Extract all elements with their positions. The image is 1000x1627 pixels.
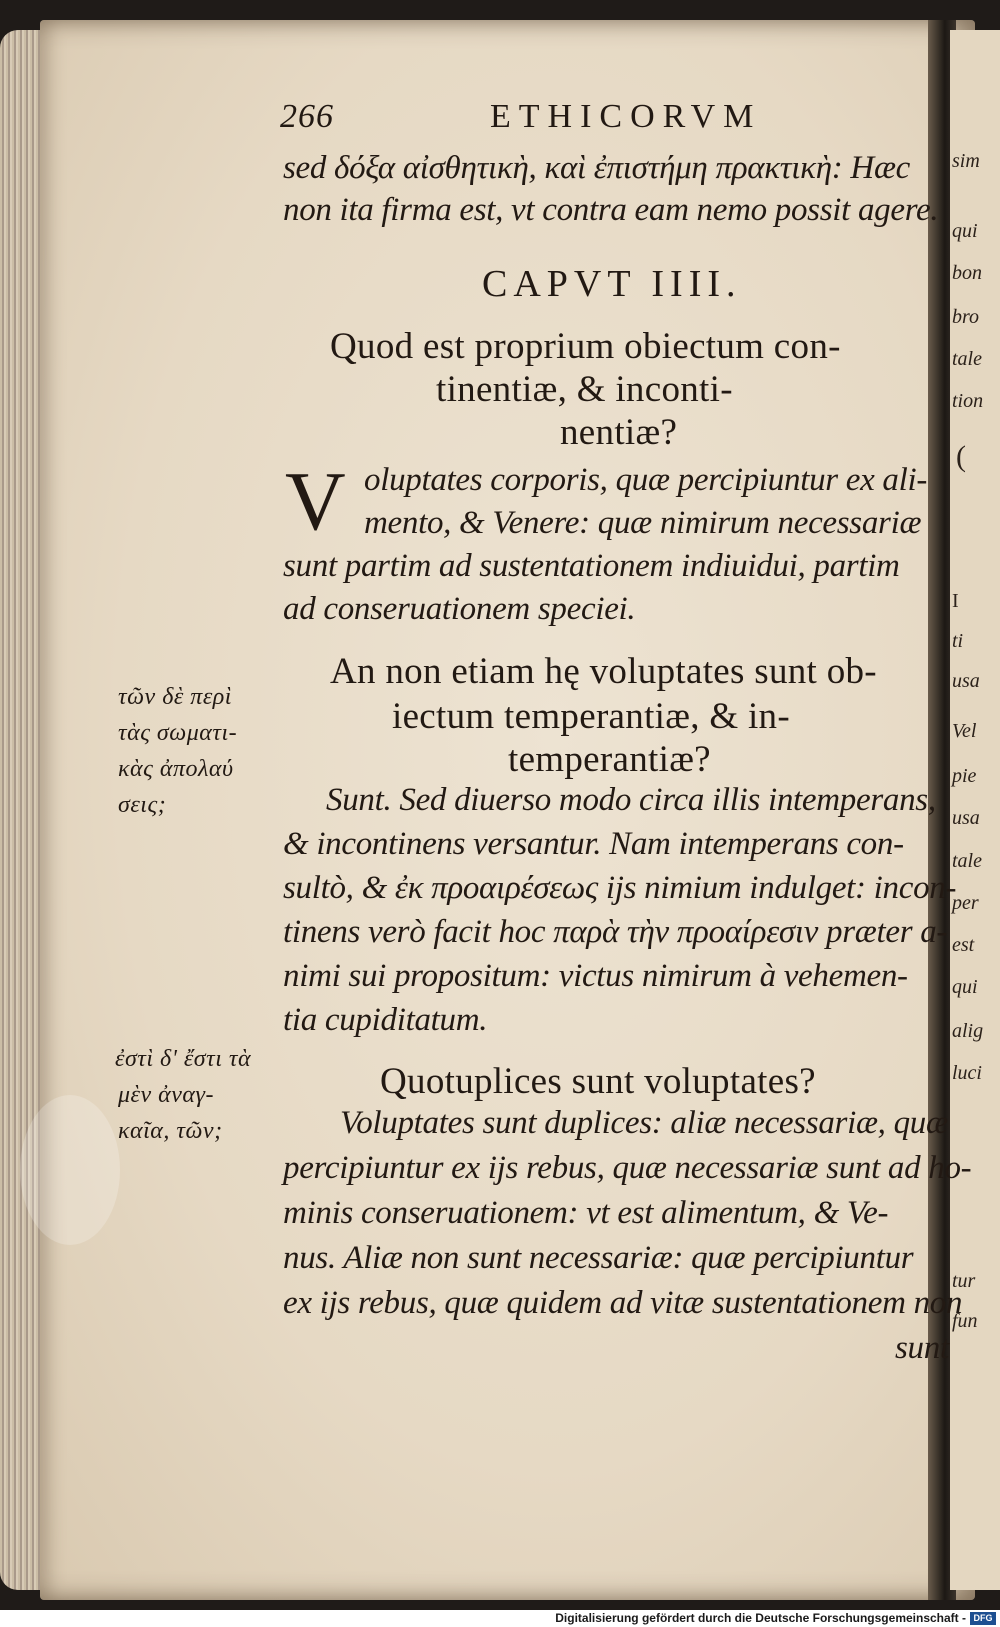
next-page-text: alig: [952, 1020, 984, 1042]
margin-note: ἐστὶ δ' ἔστι τὰ: [115, 1046, 252, 1072]
catchword: sunt: [895, 1330, 949, 1366]
text-line: & incontinens versantur. Nam intemperans con-: [283, 826, 904, 862]
text-line: sed δόξα αἰσθητικὴ, καὶ ἐπιστήμη πρακτικὴ: Hæc: [283, 150, 911, 186]
next-page-text: qui: [952, 976, 978, 998]
next-page-text: sim: [952, 150, 980, 172]
next-page-text: I: [952, 590, 959, 612]
question-heading: temperantiæ?: [508, 739, 711, 780]
text-line: Voluptates sunt duplices: aliæ necessariæ, quæ: [340, 1105, 948, 1141]
text-line: sunt partim ad sustentationem indiuidui, partim: [283, 548, 900, 584]
text-line: nimi sui propositum: victus nimirum à vehemen-: [283, 958, 908, 994]
text-line: minis conseruationem: vt est alimentum, & Ve-: [283, 1195, 889, 1231]
paper-tab: [20, 1095, 120, 1245]
page-header: [280, 98, 920, 144]
next-page-text: pie: [952, 765, 977, 787]
text-line: non ita firma est, vt contra eam nemo possit agere.: [283, 192, 939, 228]
question-heading: Quotuplices sunt voluptates?: [380, 1061, 816, 1102]
running-head: ETHICORVM: [490, 98, 762, 135]
digitization-footer: [0, 1610, 1000, 1627]
text-line: tia cupiditatum.: [283, 1002, 488, 1038]
text-line: ad conseruationem speciei.: [283, 591, 636, 627]
next-page-text: luci: [952, 1062, 982, 1084]
question-heading: nentiæ?: [560, 412, 678, 453]
margin-note: τὰς σωματι-: [118, 720, 238, 746]
text-line: oluptates corporis, quæ percipiuntur ex ali-: [364, 462, 928, 498]
margin-note: καῖα, τῶν;: [118, 1118, 223, 1144]
text-line: mento, & Venere: quæ nimirum necessariæ: [364, 505, 922, 541]
next-page-text: qui: [952, 220, 978, 242]
text-line: percipiuntur ex ijs rebus, quæ necessariæ sunt ad ho-: [283, 1150, 972, 1186]
page-number: 266: [280, 98, 334, 135]
text-line: ex ijs rebus, quæ quidem ad vitæ sustentationem non: [283, 1285, 963, 1321]
margin-note: τῶν δὲ περὶ: [118, 684, 232, 710]
margin-note: μὲν ἀναγ-: [118, 1082, 214, 1108]
next-page-text: ti: [952, 630, 964, 652]
next-page-text: Vel: [952, 720, 977, 742]
question-heading: An non etiam hę voluptates sunt ob-: [330, 651, 877, 692]
next-page-text: fun: [952, 1310, 978, 1332]
text-line: nus. Aliæ non sunt necessariæ: quæ percipiuntur: [283, 1240, 914, 1276]
next-page-text: bon: [952, 262, 982, 284]
text-line: tinens verò facit hoc παρὰ τὴν προαίρεσιν præter a-: [283, 914, 948, 950]
next-page-text: tale: [952, 850, 982, 872]
next-page-text: bro: [952, 306, 980, 328]
question-heading: Quod est proprium obiectum con-: [330, 326, 841, 367]
margin-note: σεις;: [118, 792, 167, 818]
next-page-text: per: [952, 892, 979, 914]
next-page-text: tur: [952, 1270, 976, 1292]
question-heading: iectum temperantiæ, & in-: [392, 696, 790, 737]
text-line: sultò, & ἐκ προαιρέσεως ijs nimium indulget: incon-: [283, 870, 957, 906]
page-edges: [0, 30, 42, 1590]
text-line: Sunt. Sed diuerso modo circa illis intemperans,: [326, 782, 936, 818]
next-page-text: (: [956, 440, 966, 473]
chapter-heading: CAPVT IIII.: [482, 263, 742, 305]
next-page-text: tion: [952, 390, 984, 412]
next-page-text: tale: [952, 348, 982, 370]
right-page-fragment: [950, 30, 1000, 1590]
margin-note: κὰς ἀπολαύ: [118, 756, 234, 782]
funding-credit: Digitalisierung gefördert durch die Deutsche Forschungsgemeinschaft -: [555, 1611, 966, 1625]
next-page-text: usa: [952, 670, 980, 692]
question-heading: tinentiæ, & inconti-: [436, 369, 733, 410]
next-page-text: est: [952, 934, 975, 956]
next-page-text: usa: [952, 807, 980, 829]
dfg-logo: DFG: [970, 1612, 996, 1625]
drop-cap: V: [285, 455, 346, 548]
